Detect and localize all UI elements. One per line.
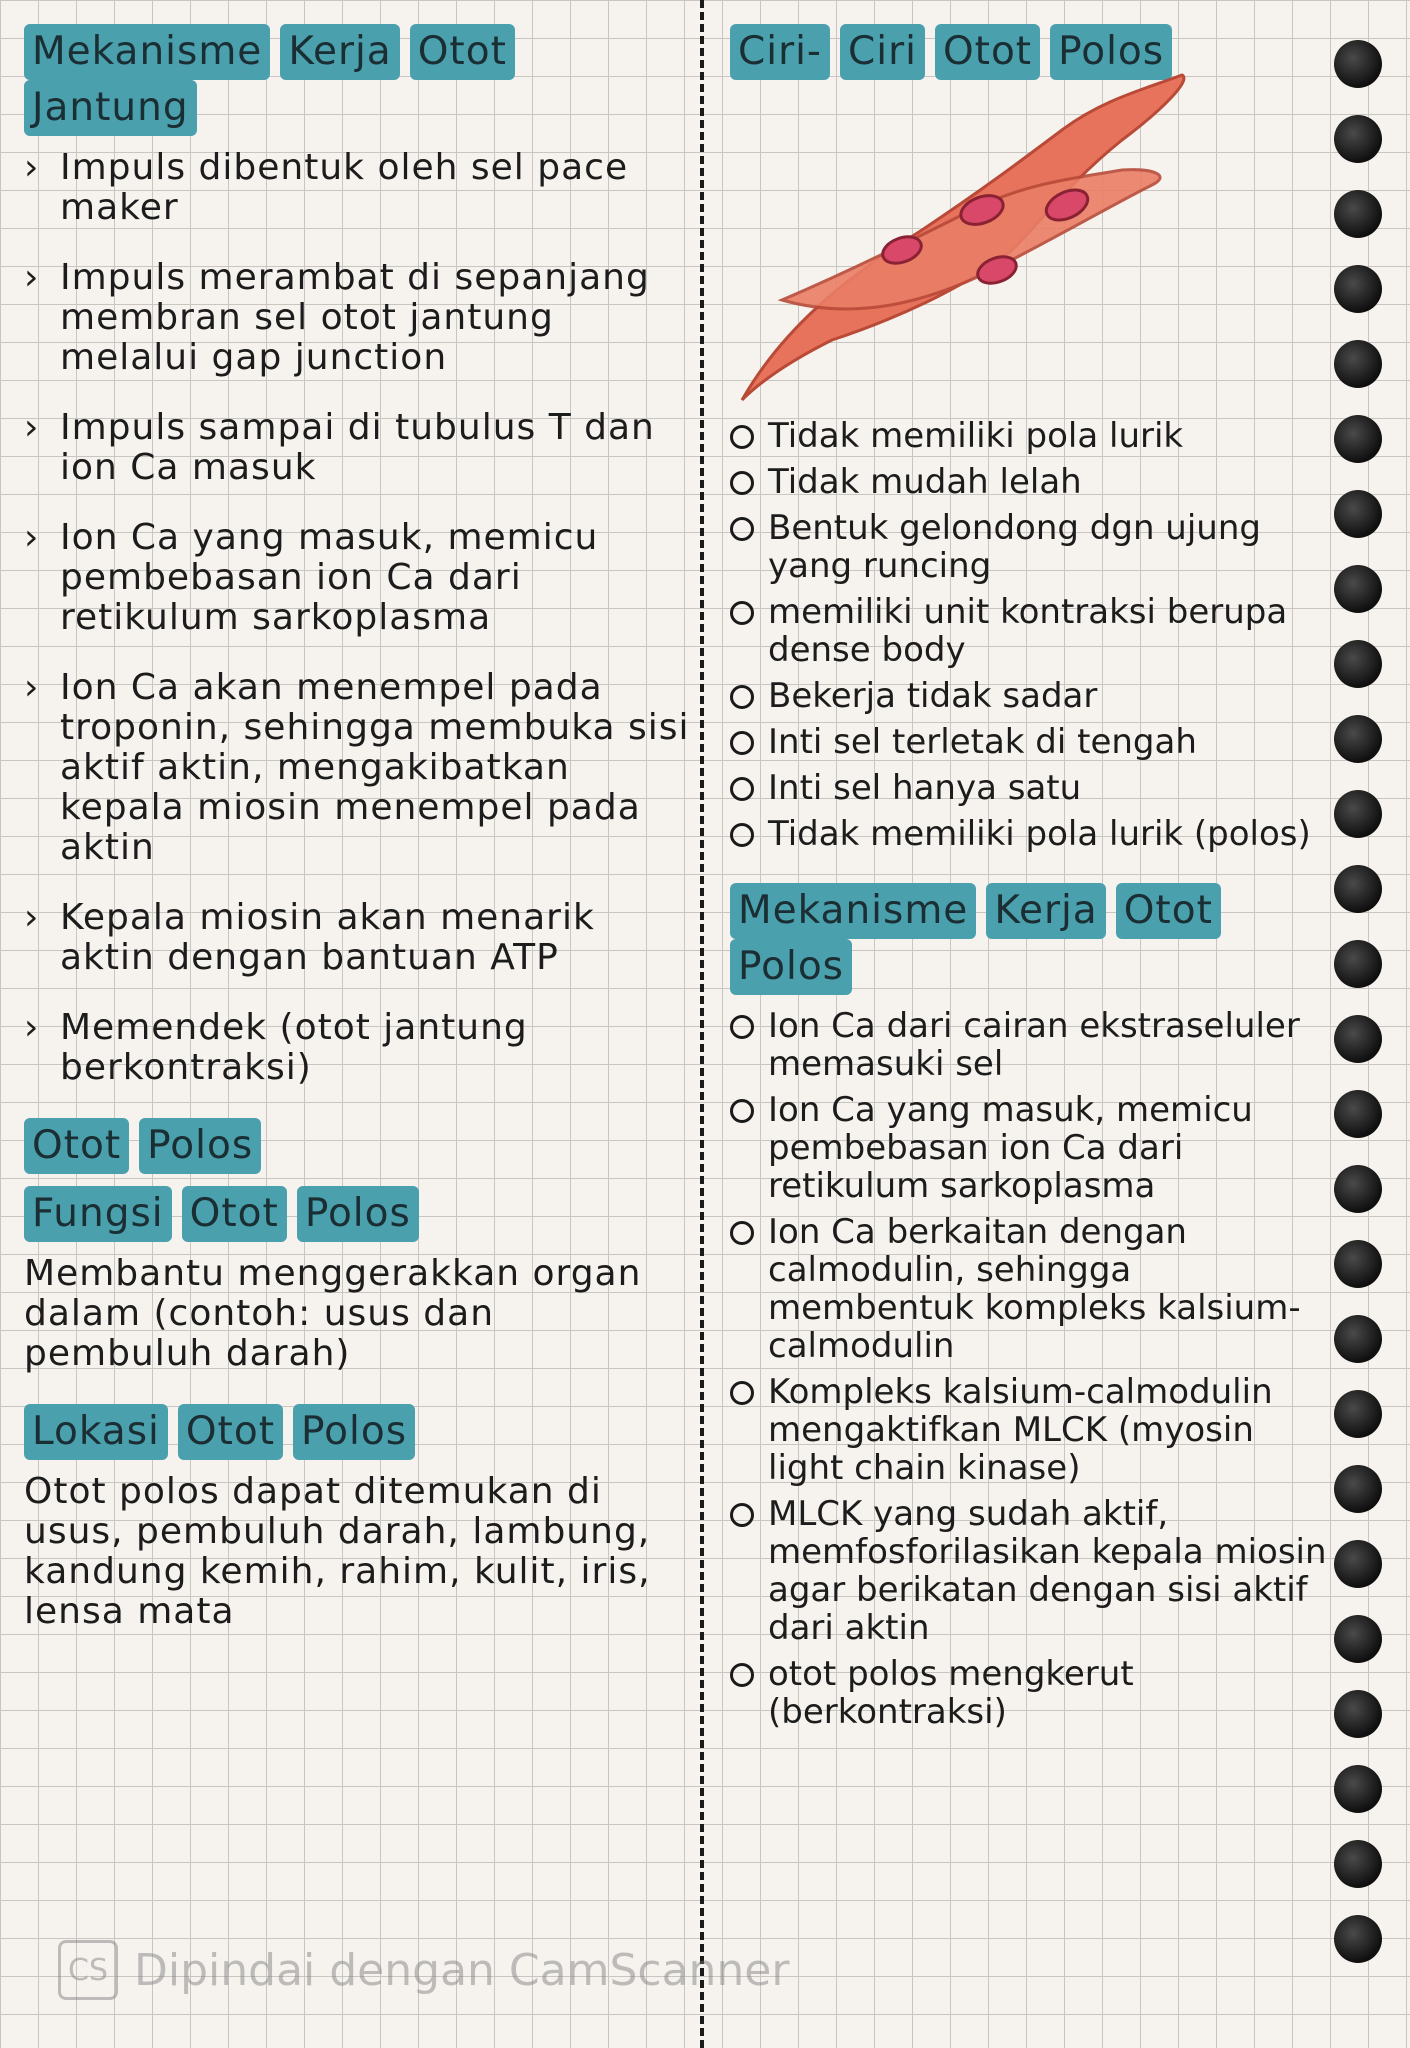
binder-hole-icon — [1334, 1315, 1382, 1363]
binder-hole-icon — [1334, 490, 1382, 538]
left-column — [24, 20, 694, 1662]
hl-word: Mekanisme — [730, 883, 976, 939]
jantung-step — [24, 518, 694, 638]
binder-hole-icon — [1334, 265, 1382, 313]
watermark-text: Dipindai dengan CamScanner — [134, 1944, 790, 1996]
binder-hole-icon — [1334, 1240, 1382, 1288]
binder-holes — [1334, 40, 1394, 1990]
step-text: Ion Ca dari cairan ekstraseluler memasuki sel — [768, 1006, 1300, 1084]
mek-polos-title — [730, 883, 1340, 995]
polos-step — [730, 1655, 1340, 1731]
hl-word: Kerja — [280, 24, 399, 80]
step-text: Ion Ca yang masuk, memicu pembebasan ion Ca dari retikulum sarkoplasma — [60, 517, 599, 638]
circle-bullet-icon — [730, 1099, 754, 1123]
circle-bullet-icon — [730, 601, 754, 625]
step-text: otot polos mengkerut (berkontraksi) — [768, 1654, 1134, 1732]
ciri-item — [730, 417, 1340, 455]
binder-hole-icon — [1334, 1840, 1382, 1888]
binder-hole-icon — [1334, 1915, 1382, 1963]
ciri-item — [730, 593, 1340, 669]
hl-word: Lokasi — [24, 1404, 168, 1460]
fungsi-text: Membantu menggerakkan organ dalam (contoh: usus dan pembuluh darah) — [24, 1253, 642, 1374]
hl-word: Polos — [139, 1118, 261, 1174]
binder-hole-icon — [1334, 115, 1382, 163]
column-divider — [700, 0, 704, 2048]
step-text: Ion Ca yang masuk, memicu pembebasan ion Ca dari retikulum sarkoplasma — [768, 1090, 1253, 1206]
polos-step — [730, 1213, 1340, 1365]
hl-word: Otot — [410, 24, 515, 80]
step-text: Impuls dibentuk oleh sel pace maker — [60, 147, 629, 228]
binder-hole-icon — [1334, 1165, 1382, 1213]
step-text: MLCK yang sudah aktif, memfosforilasikan kepala miosin agar berikatan dengan sisi aktif dari aktin — [768, 1494, 1327, 1648]
otot-polos-title — [24, 1118, 694, 1174]
step-text: Ion Ca akan menempel pada troponin, sehingga membuka sisi aktif aktin, mengakibatkan kepala miosin menempel pada aktin — [60, 667, 690, 868]
hl-word: Polos — [730, 939, 852, 995]
arrow-bullet-icon: › — [24, 517, 40, 558]
binder-hole-icon — [1334, 640, 1382, 688]
hl-word: Polos — [297, 1186, 419, 1242]
ciri-item — [730, 769, 1340, 807]
item-text: Tidak memiliki pola lurik — [768, 416, 1184, 456]
hl-word: Ciri- — [730, 24, 830, 80]
jantung-step — [24, 148, 694, 228]
binder-hole-icon — [1334, 715, 1382, 763]
hl-word: Fungsi — [24, 1186, 172, 1242]
hl-word: Otot — [1116, 883, 1221, 939]
binder-hole-icon — [1334, 1615, 1382, 1663]
arrow-bullet-icon: › — [24, 1007, 40, 1048]
arrow-bullet-icon: › — [24, 407, 40, 448]
ciri-item — [730, 815, 1340, 853]
hl-word: Otot — [182, 1186, 287, 1242]
ciri-item — [730, 677, 1340, 715]
binder-hole-icon — [1334, 1465, 1382, 1513]
polos-step — [730, 1495, 1340, 1647]
camscanner-watermark — [58, 1940, 789, 2000]
item-text: Tidak mudah lelah — [768, 462, 1082, 502]
binder-hole-icon — [1334, 865, 1382, 913]
circle-bullet-icon — [730, 1503, 754, 1527]
binder-hole-icon — [1334, 940, 1382, 988]
circle-bullet-icon — [730, 517, 754, 541]
jantung-step — [24, 898, 694, 978]
circle-bullet-icon — [730, 685, 754, 709]
circle-bullet-icon — [730, 777, 754, 801]
hl-word: Otot — [935, 24, 1040, 80]
muscle-cell-shape — [782, 170, 1160, 309]
polos-step — [730, 1373, 1340, 1487]
hl-word: Jantung — [24, 80, 197, 136]
circle-bullet-icon — [730, 1221, 754, 1245]
step-text: Kepala miosin akan menarik aktin dengan bantuan ATP — [60, 897, 595, 978]
jantung-step — [24, 408, 694, 488]
item-text: Inti sel hanya satu — [768, 768, 1082, 808]
item-text: Tidak memiliki pola lurik (polos) — [768, 814, 1311, 854]
jantung-step — [24, 668, 694, 868]
item-text: Bekerja tidak sadar — [768, 676, 1098, 716]
circle-bullet-icon — [730, 425, 754, 449]
circle-bullet-icon — [730, 471, 754, 495]
step-text: Ion Ca berkaitan dengan calmodulin, sehingga membentuk kompleks kalsium-calmodulin — [768, 1212, 1301, 1366]
item-text: memiliki unit kontraksi berupa dense body — [768, 592, 1288, 670]
arrow-bullet-icon: › — [24, 147, 40, 188]
hl-word: Ciri — [840, 24, 925, 80]
circle-bullet-icon — [730, 1381, 754, 1405]
item-text: Inti sel terletak di tengah — [768, 722, 1197, 762]
binder-hole-icon — [1334, 1390, 1382, 1438]
jantung-title — [24, 24, 694, 136]
binder-hole-icon — [1334, 1690, 1382, 1738]
fungsi-title — [24, 1186, 694, 1242]
smooth-muscle-cell-drawing — [722, 70, 1242, 410]
ciri-item — [730, 463, 1340, 501]
step-text: Memendek (otot jantung berkontraksi) — [60, 1007, 528, 1088]
binder-hole-icon — [1334, 1765, 1382, 1813]
circle-bullet-icon — [730, 1663, 754, 1687]
binder-hole-icon — [1334, 1015, 1382, 1063]
step-text: Kompleks kalsium-calmodulin mengaktifkan MLCK (myosin light chain kinase) — [768, 1372, 1273, 1488]
polos-step — [730, 1007, 1340, 1083]
circle-bullet-icon — [730, 1015, 754, 1039]
binder-hole-icon — [1334, 415, 1382, 463]
binder-hole-icon — [1334, 190, 1382, 238]
hl-word: Kerja — [986, 883, 1105, 939]
step-text: Impuls merambat di sepanjang membran sel otot jantung melalui gap junction — [60, 257, 650, 378]
hl-word: Otot — [24, 1118, 129, 1174]
jantung-step — [24, 1008, 694, 1088]
polos-step — [730, 1091, 1340, 1205]
camscanner-logo-icon: CS — [58, 1940, 118, 2000]
item-text: Bentuk gelondong dgn ujung yang runcing — [768, 508, 1261, 586]
binder-hole-icon — [1334, 1540, 1382, 1588]
step-text: Impuls sampai di tubulus T dan ion Ca masuk — [60, 407, 655, 488]
hl-word: Polos — [1050, 24, 1172, 80]
jantung-step — [24, 258, 694, 378]
lokasi-text: Otot polos dapat ditemukan di usus, pembuluh darah, lambung, kandung kemih, rahim, kulit, iris, lensa mata — [24, 1471, 651, 1632]
circle-bullet-icon — [730, 731, 754, 755]
binder-hole-icon — [1334, 1090, 1382, 1138]
arrow-bullet-icon: › — [24, 897, 40, 938]
binder-hole-icon — [1334, 565, 1382, 613]
binder-hole-icon — [1334, 340, 1382, 388]
ciri-item — [730, 509, 1340, 585]
hl-word: Polos — [293, 1404, 415, 1460]
ciri-item — [730, 723, 1340, 761]
hl-word: Mekanisme — [24, 24, 270, 80]
binder-hole-icon — [1334, 40, 1382, 88]
lokasi-title — [24, 1404, 694, 1460]
arrow-bullet-icon: › — [24, 257, 40, 298]
circle-bullet-icon — [730, 823, 754, 847]
hl-word: Otot — [178, 1404, 283, 1460]
binder-hole-icon — [1334, 790, 1382, 838]
arrow-bullet-icon: › — [24, 667, 40, 708]
